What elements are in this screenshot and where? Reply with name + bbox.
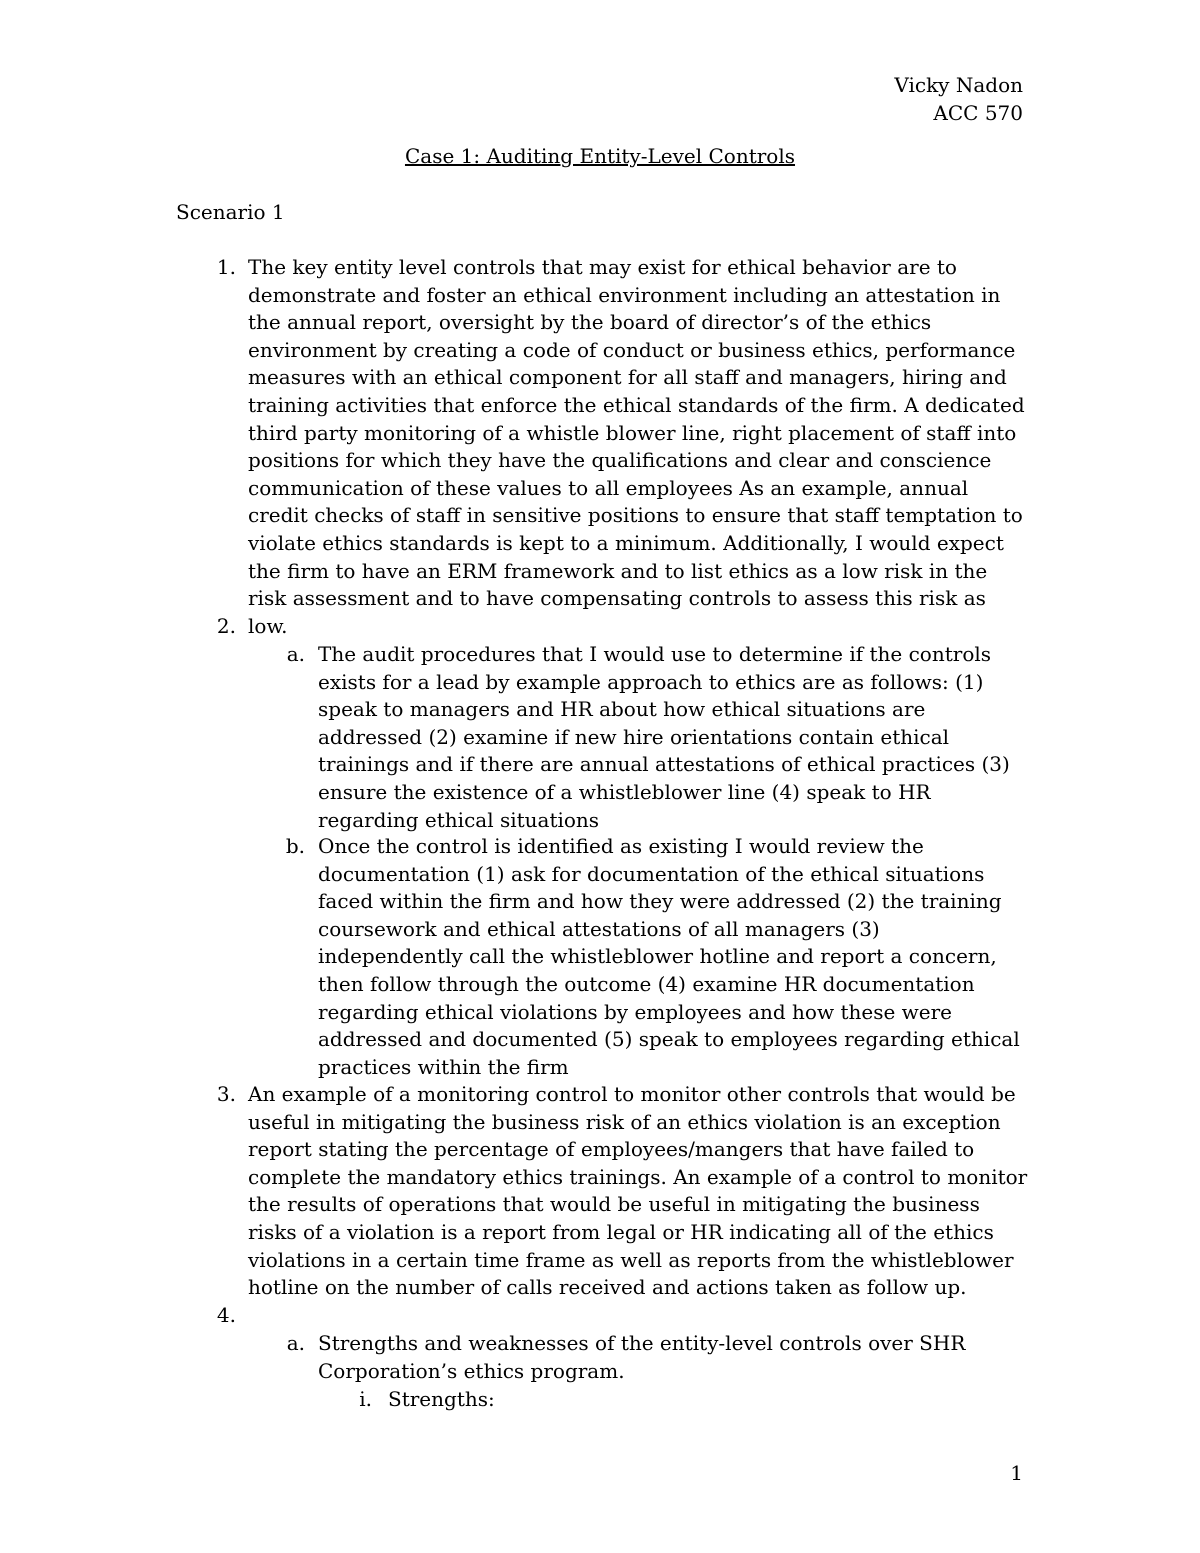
list-marker-4ai: i. (359, 1387, 372, 1411)
list-item-2b (318, 833, 1030, 1081)
author-name: Vicky Nadon (894, 73, 1023, 97)
page-number: 1 (1010, 1461, 1023, 1485)
list-marker-4: 4. (216, 1303, 236, 1327)
list-item-2b-text: Once the control is identified as existing I would review the documentation (1) ask for documentation of the ethical situations faced within the firm and how they were addressed (2) the training coursework and ethical attestations of all managers (3) independently call the whistleblower hotline and report a concern, then follow through the outcome (4) examine HR documentation regarding ethical violations by employees and how these were addressed and documented (5) speak to employees regarding ethical practices within the firm (318, 834, 1020, 1079)
list-marker-2a: a. (286, 642, 305, 666)
list-marker-4a: a. (286, 1331, 305, 1355)
list-item-4ai-text: Strengths: (388, 1387, 495, 1411)
list-item-3-text: An example of a monitoring control to monitor other controls that would be useful in mitigating the business risk of an ethics violation is an exception report stating the percentage of employees/mangers that have failed to complete the mandatory ethics trainings. An example of a control to monitor the results of operations that would be useful in mitigating the business risks of a violation is a report from legal or HR indicating all of the ethics violations in a certain time frame as well as reports from the whistleblower hotline on the number of calls received and actions taken as follow up. (248, 1082, 1028, 1300)
document-title: Case 1: Auditing Entity-Level Controls (404, 144, 796, 168)
list-item-2a (318, 641, 1030, 834)
scenario-label: Scenario 1 (176, 200, 285, 224)
course-code: ACC 570 (933, 101, 1023, 125)
list-item-4ai (388, 1386, 988, 1414)
list-item-1-text: The key entity level controls that may exist for ethical behavior are to demonstrate and foster an ethical environment including an attestation in the annual report, oversight by the board of director’s of the ethics environment by creating a code of conduct or business ethics, performance measures with an ethical component for all staff and managers, hiring and training activities that enforce the ethical standards of the firm. A dedicated third party monitoring of a whistle blower line, right placement of staff into positions for which they have the qualifications and clear and conscience communication of these values to all employees As an example, annual credit checks of staff in sensitive positions to ensure that staff temptation to violate ethics standards is kept to a minimum. Additionally, I would expect the firm to have an ERM framework and to list ethics as a low risk in the risk assessment and to have compensating controls to assess this risk as low. (248, 255, 1025, 638)
list-marker-2b: b. (285, 834, 305, 858)
list-item-3 (248, 1081, 1028, 1302)
list-marker-1: 1. (216, 255, 236, 279)
list-item-4a-text: Strengths and weaknesses of the entity-level controls over SHR Corporation’s ethics program. (318, 1331, 966, 1383)
list-item-1 (248, 254, 1028, 640)
list-item-2a-text: The audit procedures that I would use to determine if the controls exists for a lead by example approach to ethics are as follows: (1) speak to managers and HR about how ethical situations are addressed (2) examine if new hire orientations contain ethical trainings and if there are annual attestations of ethical practices (3) ensure the existence of a whistleblower line (4) speak to HR regarding ethical situations (318, 642, 1010, 832)
list-marker-2: 2. (216, 614, 236, 638)
list-item-4a (318, 1330, 1030, 1385)
list-marker-3: 3. (216, 1082, 236, 1106)
